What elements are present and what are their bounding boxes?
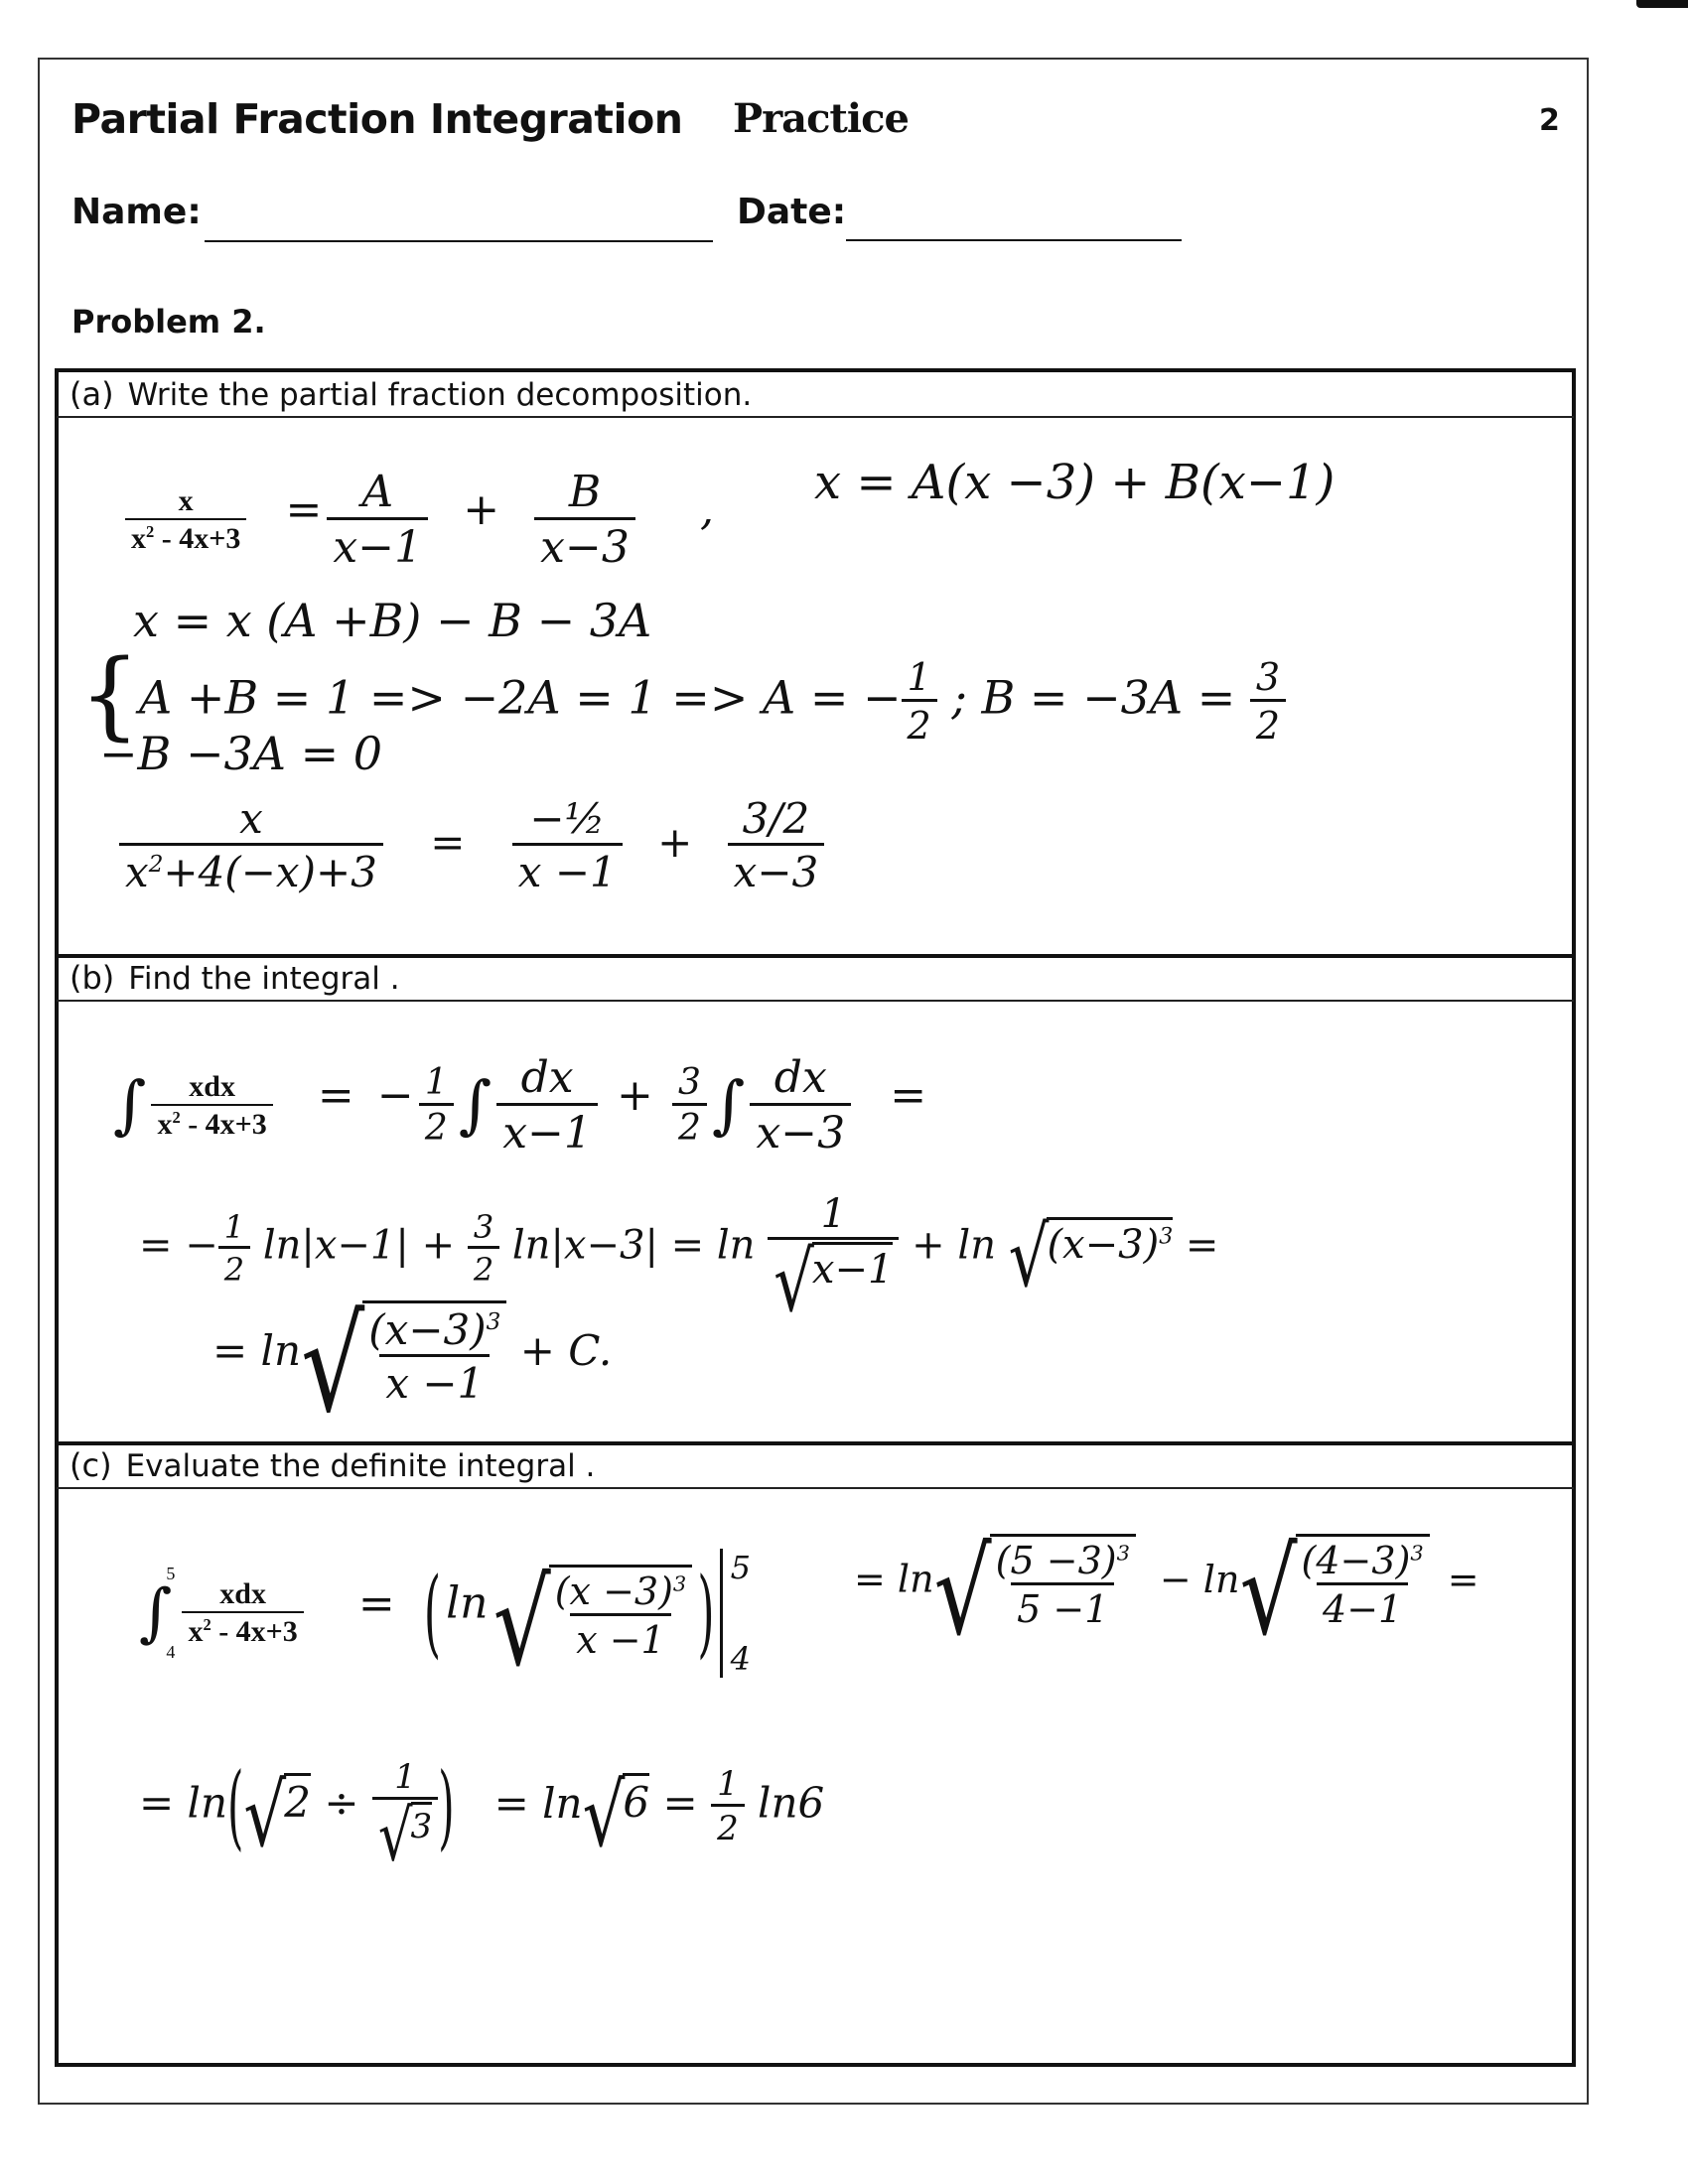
den-base: x xyxy=(131,521,146,555)
fraction-three-halves xyxy=(1250,655,1286,748)
denominator: x−3 xyxy=(534,517,635,573)
section-a-line-1 xyxy=(125,467,714,573)
section-a-line-4 xyxy=(119,794,824,896)
numerator xyxy=(549,1570,692,1613)
printed-denominator xyxy=(182,1611,303,1649)
den-exp: 2 xyxy=(203,1615,211,1634)
equals-sign: = xyxy=(285,484,323,535)
ln-term-2: ln|x−3| = ln xyxy=(499,1222,769,1269)
radicand-exp: 3 xyxy=(1159,1224,1174,1250)
section-b-tag: (b) xyxy=(70,959,115,997)
comma: , xyxy=(699,484,714,535)
numerator xyxy=(990,1539,1136,1582)
printed-denominator xyxy=(125,518,246,556)
section-a-identity: x = A(x −3) + B(x−1) xyxy=(814,455,1336,510)
coef-half xyxy=(711,1764,745,1848)
radicand xyxy=(549,1565,692,1662)
lower-limit: 4 xyxy=(166,1642,176,1662)
sqrt-icon: √ x−1 xyxy=(774,1235,894,1331)
section-b-header-divider xyxy=(57,1000,1574,1002)
den-rest: - 4x+3 xyxy=(180,1107,267,1141)
problem-label: Problem 2. xyxy=(71,303,266,341)
printed-numerator: xdx xyxy=(189,1069,235,1103)
radicand: x−1 xyxy=(812,1242,894,1293)
den-exp: 2 xyxy=(148,852,164,878)
fraction-a xyxy=(327,467,428,573)
fraction-one-over-sqrt3 xyxy=(372,1757,438,1877)
den-exp: 2 xyxy=(172,1107,181,1127)
numerator: 1 xyxy=(394,1757,416,1797)
numerator: 1 xyxy=(717,1764,739,1805)
integral-sign-icon: ∫ xyxy=(139,1576,173,1650)
plus-sign: + xyxy=(617,1070,653,1121)
denominator: 2 xyxy=(419,1103,454,1149)
sqrt-icon: √ 2 xyxy=(243,1765,311,1866)
name-field-line[interactable] xyxy=(205,240,713,242)
ln-upper: = ln xyxy=(854,1557,934,1601)
section-c-line-1-rhs xyxy=(854,1523,1479,1662)
coef-half xyxy=(419,1062,454,1149)
date-label: Date: xyxy=(737,192,847,232)
denominator: 4−1 xyxy=(1317,1582,1408,1631)
equals-sign: = xyxy=(649,1778,712,1828)
numerator: 1 xyxy=(424,1062,448,1103)
section-c-heading xyxy=(70,1446,595,1484)
fraction-b-value xyxy=(728,794,825,896)
num-exp: 3 xyxy=(1116,1541,1130,1566)
upper-limit: 5 xyxy=(166,1564,176,1583)
printed-integrand xyxy=(151,1070,272,1142)
numerator: 1 xyxy=(907,655,931,699)
expr-start: = − xyxy=(139,1222,218,1269)
section-b-heading xyxy=(70,959,400,997)
printed-denominator xyxy=(151,1104,272,1142)
den-base: x xyxy=(188,1615,204,1648)
printed-fraction xyxy=(125,484,246,556)
fraction-b xyxy=(534,467,635,573)
worksheet-subtitle: Practice xyxy=(733,95,909,142)
date-field-line[interactable] xyxy=(846,239,1182,241)
denominator: 2 xyxy=(672,1103,707,1149)
numerator: dx xyxy=(520,1052,574,1103)
scan-corner-mark xyxy=(1636,0,1688,8)
denominator: 5 −1 xyxy=(1011,1582,1114,1631)
num-base: (x −3) xyxy=(554,1570,673,1613)
radicand xyxy=(1047,1217,1173,1268)
den-a: x xyxy=(125,848,149,896)
section-a-tag: (a) xyxy=(70,375,114,413)
denominator: x−3 xyxy=(728,843,825,896)
numerator: 1 xyxy=(223,1208,245,1246)
divide-sign: ÷ xyxy=(310,1778,372,1828)
section-a-heading xyxy=(70,375,752,413)
section-a-line-2: x = x (A +B) − B − 3A xyxy=(133,594,652,647)
num-base: (x−3) xyxy=(368,1305,487,1354)
coef-three-halves xyxy=(672,1062,707,1149)
equals-sign: = xyxy=(1447,1557,1479,1601)
numerator: 3 xyxy=(473,1208,494,1246)
denominator: 2 xyxy=(902,699,937,748)
denominator: 2 xyxy=(218,1246,250,1289)
final-answer: ln6 xyxy=(744,1778,825,1828)
section-c-tag: (c) xyxy=(70,1446,112,1484)
section-c-line-1 xyxy=(139,1549,751,1693)
denominator xyxy=(372,1795,438,1877)
section-c-instruction: Evaluate the definite integral . xyxy=(125,1448,596,1484)
sqrt-icon: √ $\frac{(4-3)^3}{4-1}$ xyxy=(1239,1534,1429,1631)
sqrt-icon: √ $\frac{(x -3)^3}{x -1}$ xyxy=(493,1565,693,1662)
worksheet-title: Partial Fraction Integration xyxy=(71,95,683,143)
coef-half xyxy=(218,1208,250,1289)
den-base: x xyxy=(157,1107,173,1141)
fraction-neg-half xyxy=(902,655,937,748)
numerator: −½ xyxy=(529,794,606,843)
denominator: 2 xyxy=(711,1804,745,1848)
denominator: x−1 xyxy=(327,517,428,573)
denominator: x −1 xyxy=(512,843,623,896)
b-result: ; B = −3A = xyxy=(936,670,1250,725)
section-b-instruction: Find the integral . xyxy=(128,961,400,997)
equals-sign: = xyxy=(357,1577,395,1629)
plus-constant: + C. xyxy=(506,1326,613,1375)
radicand xyxy=(362,1300,506,1408)
radicand-base: (x−3) xyxy=(1047,1221,1160,1268)
plus-sign: + xyxy=(463,484,500,535)
den-b: +4(−x)+3 xyxy=(163,848,377,896)
denominator: 2 xyxy=(468,1246,499,1289)
radicand xyxy=(990,1534,1136,1631)
section-b-line-3 xyxy=(212,1289,613,1441)
radicand: 3 xyxy=(411,1802,433,1846)
denominator: 2 xyxy=(1250,699,1286,748)
denominator: x −1 xyxy=(379,1354,490,1408)
plus-sign: + xyxy=(657,817,693,867)
ln-text: = ln xyxy=(139,1778,228,1828)
printed-integrand xyxy=(182,1577,303,1649)
sqrt-icon: √ 3 xyxy=(377,1795,433,1877)
fraction-one-over-sqrt xyxy=(768,1191,899,1331)
integral-sign-icon: ∫ xyxy=(113,1068,147,1143)
numerator xyxy=(362,1305,506,1354)
ln-text: = ln xyxy=(493,1778,583,1828)
numerator: 3/2 xyxy=(742,794,810,843)
fraction-a-value xyxy=(512,794,623,896)
numerator: A xyxy=(361,467,394,517)
right-paren-icon: ) xyxy=(697,1557,715,1670)
radicand: 6 xyxy=(623,1773,649,1827)
fraction-dx-x-3 xyxy=(750,1052,851,1159)
radicand xyxy=(1296,1534,1430,1631)
fraction-original xyxy=(119,794,383,896)
fraction-antiderivative xyxy=(549,1570,692,1662)
expr-start: = ln xyxy=(212,1326,302,1375)
section-a-header-divider xyxy=(57,416,1574,418)
numerator: 3 xyxy=(1255,655,1281,699)
system-brace: { xyxy=(79,639,141,751)
fraction-upper xyxy=(990,1539,1136,1631)
numerator: dx xyxy=(774,1052,827,1103)
upper-limit: 5 xyxy=(730,1549,751,1586)
section-c-line-2 xyxy=(139,1752,825,1877)
ln-term-1: ln|x−1| + xyxy=(250,1222,468,1269)
sqrt-icon: √ $\frac{(x-3)^3}{x -1}$ xyxy=(301,1300,506,1408)
denominator xyxy=(119,843,383,896)
section-c-header-divider xyxy=(57,1487,1574,1489)
name-label: Name: xyxy=(71,192,202,232)
equals-sign: = xyxy=(890,1070,927,1121)
equals-sign: = xyxy=(317,1070,354,1121)
numerator xyxy=(1296,1539,1430,1582)
fraction-dx-x-1 xyxy=(496,1052,598,1159)
num-exp: 3 xyxy=(1410,1541,1424,1566)
num-exp: 3 xyxy=(486,1309,501,1335)
fraction-final xyxy=(362,1305,506,1408)
den-rest: - 4x+3 xyxy=(154,521,241,555)
section-c-divider xyxy=(57,1441,1574,1445)
denominator: x−1 xyxy=(496,1103,598,1159)
lower-limit: 4 xyxy=(730,1640,751,1678)
denominator: x−3 xyxy=(750,1103,851,1159)
numerator: 1 xyxy=(820,1191,847,1237)
coef-three-halves xyxy=(468,1208,499,1289)
radicand: 2 xyxy=(284,1773,311,1827)
section-b-divider xyxy=(57,954,1574,958)
ln-text: ln xyxy=(446,1577,489,1629)
sqrt-icon: √ $(x-3)^3$ xyxy=(1008,1210,1174,1306)
system-eq-2: −B −3A = 0 xyxy=(99,727,383,780)
section-a-instruction: Write the partial fraction decomposition. xyxy=(127,377,753,413)
printed-numerator: x xyxy=(178,483,194,517)
printed-numerator: xdx xyxy=(219,1577,266,1610)
equals-sign: = xyxy=(430,817,466,867)
sqrt-icon: √ $\frac{(5 -3)^3}{5 -1}$ xyxy=(934,1534,1136,1631)
den-exp: 2 xyxy=(146,521,155,541)
num-base: (4−3) xyxy=(1301,1539,1411,1582)
page-number: 2 xyxy=(1539,103,1560,138)
left-paren-icon: ( xyxy=(227,1752,244,1860)
num-exp: 3 xyxy=(672,1571,687,1596)
numerator: B xyxy=(568,467,602,517)
equals-sign: = xyxy=(1173,1222,1219,1269)
integral-sign-icon: ∫ xyxy=(712,1068,746,1143)
minus-sign: − xyxy=(376,1070,414,1121)
fraction-lower xyxy=(1296,1539,1430,1631)
section-b-line-1 xyxy=(113,1052,926,1159)
right-paren-icon: ) xyxy=(438,1752,455,1860)
left-paren-icon: ( xyxy=(423,1557,442,1670)
denominator: x −1 xyxy=(570,1613,671,1662)
numerator: x xyxy=(239,794,263,843)
integral-sign-icon: ∫ xyxy=(458,1068,492,1143)
numerator: 3 xyxy=(678,1062,701,1103)
num-base: (5 −3) xyxy=(995,1539,1117,1582)
sqrt-icon: √ 6 xyxy=(582,1765,650,1866)
ln-lower: − ln xyxy=(1159,1557,1240,1601)
ln-term-3: + ln xyxy=(899,1222,1009,1269)
evaluation-bar xyxy=(720,1549,751,1678)
denominator xyxy=(768,1235,899,1331)
den-rest: - 4x+3 xyxy=(211,1615,298,1648)
system-eq-1: A +B = 1 => −2A = 1 => A = − xyxy=(139,670,902,725)
integral-limits xyxy=(166,1564,175,1663)
